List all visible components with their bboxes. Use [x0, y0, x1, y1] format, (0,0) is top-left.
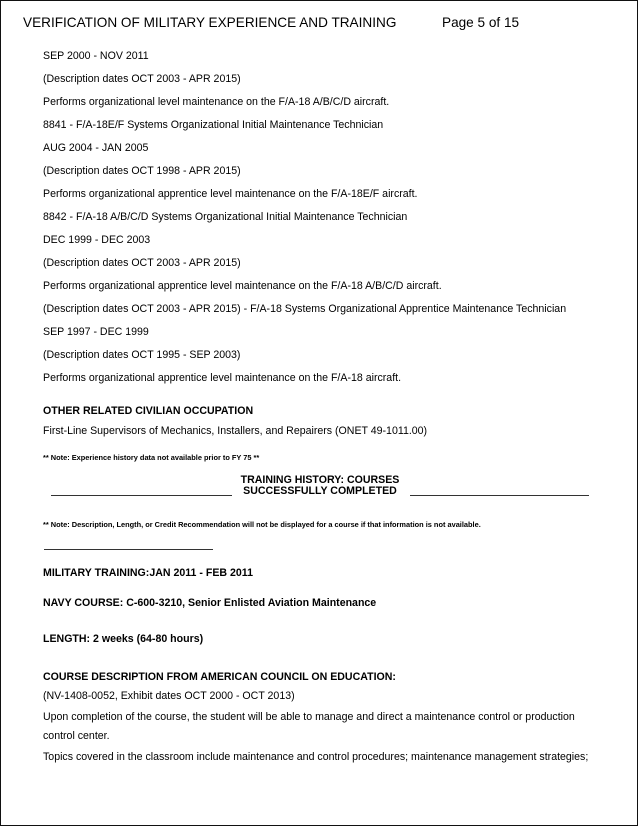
course-topics-line: Topics covered in the classroom include maintenance and control procedures; maintenance management strategies; — [43, 751, 589, 763]
experience-line: (Description dates OCT 2003 - APR 2015) — [43, 257, 241, 269]
experience-line: AUG 2004 - JAN 2005 — [43, 142, 149, 154]
experience-line: (Description dates OCT 1995 - SEP 2003) — [43, 349, 241, 361]
experience-line: 8842 - F/A-18 A/B/C/D Systems Organizational Initial Maintenance Technician — [43, 211, 408, 223]
divider-right — [410, 495, 589, 496]
experience-line: Performs organizational level maintenance on the F/A-18 A/B/C/D aircraft. — [43, 96, 390, 108]
experience-line: DEC 1999 - DEC 2003 — [43, 234, 151, 246]
experience-line: Performs organizational apprentice level maintenance on the F/A-18E/F aircraft. — [43, 188, 418, 200]
course-description-line: control center. — [43, 730, 110, 742]
military-training-heading: MILITARY TRAINING:JAN 2011 - FEB 2011 — [43, 567, 253, 579]
course-description-heading: COURSE DESCRIPTION FROM AMERICAN COUNCIL ON EDUCATION: — [43, 671, 396, 683]
experience-line: Performs organizational apprentice level maintenance on the F/A-18 aircraft. — [43, 372, 402, 384]
civilian-heading: OTHER RELATED CIVILIAN OCCUPATION — [43, 405, 254, 417]
document-title: VERIFICATION OF MILITARY EXPERIENCE AND TRAINING — [23, 15, 397, 30]
civilian-occupation: First-Line Supervisors of Mechanics, Installers, and Repairers (ONET 49-1011.00) — [43, 425, 428, 437]
navy-course-title: NAVY COURSE: C-600-3210, Senior Enlisted Aviation Maintenance — [43, 597, 377, 609]
experience-line: SEP 1997 - DEC 1999 — [43, 326, 149, 338]
page-number: Page 5 of 15 — [442, 15, 520, 30]
experience-line: SEP 2000 - NOV 2011 — [43, 50, 149, 62]
experience-line: 8841 - F/A-18E/F Systems Organizational Initial Maintenance Technician — [43, 119, 384, 131]
training-title-line1: TRAINING HISTORY: COURSES — [240, 474, 400, 486]
experience-line: (Description dates OCT 1998 - APR 2015) — [43, 165, 241, 177]
experience-line: (Description dates OCT 2003 - APR 2015) — [43, 73, 241, 85]
training-title-line2: SUCCESSFULLY COMPLETED — [243, 485, 397, 497]
experience-line: Performs organizational apprentice level maintenance on the F/A-18 A/B/C/D aircraft. — [43, 280, 442, 292]
course-description-line: Upon completion of the course, the student will be able to manage and direct a maintenance control or production — [43, 711, 575, 723]
training-history-title — [201, 475, 439, 497]
experience-note: ** Note: Experience history data not available prior to FY 75 ** — [43, 453, 260, 462]
experience-line: (Description dates OCT 2003 - APR 2015) - F/A-18 Systems Organizational Apprentice Maintenance Technician — [43, 303, 567, 315]
course-length: LENGTH: 2 weeks (64-80 hours) — [43, 633, 204, 645]
section-divider — [44, 549, 213, 550]
exhibit-dates: (NV-1408-0052, Exhibit dates OCT 2000 - OCT 2013) — [43, 690, 295, 702]
training-note: ** Note: Description, Length, or Credit Recommendation will not be displayed for a course if that information is not available. — [43, 520, 481, 529]
